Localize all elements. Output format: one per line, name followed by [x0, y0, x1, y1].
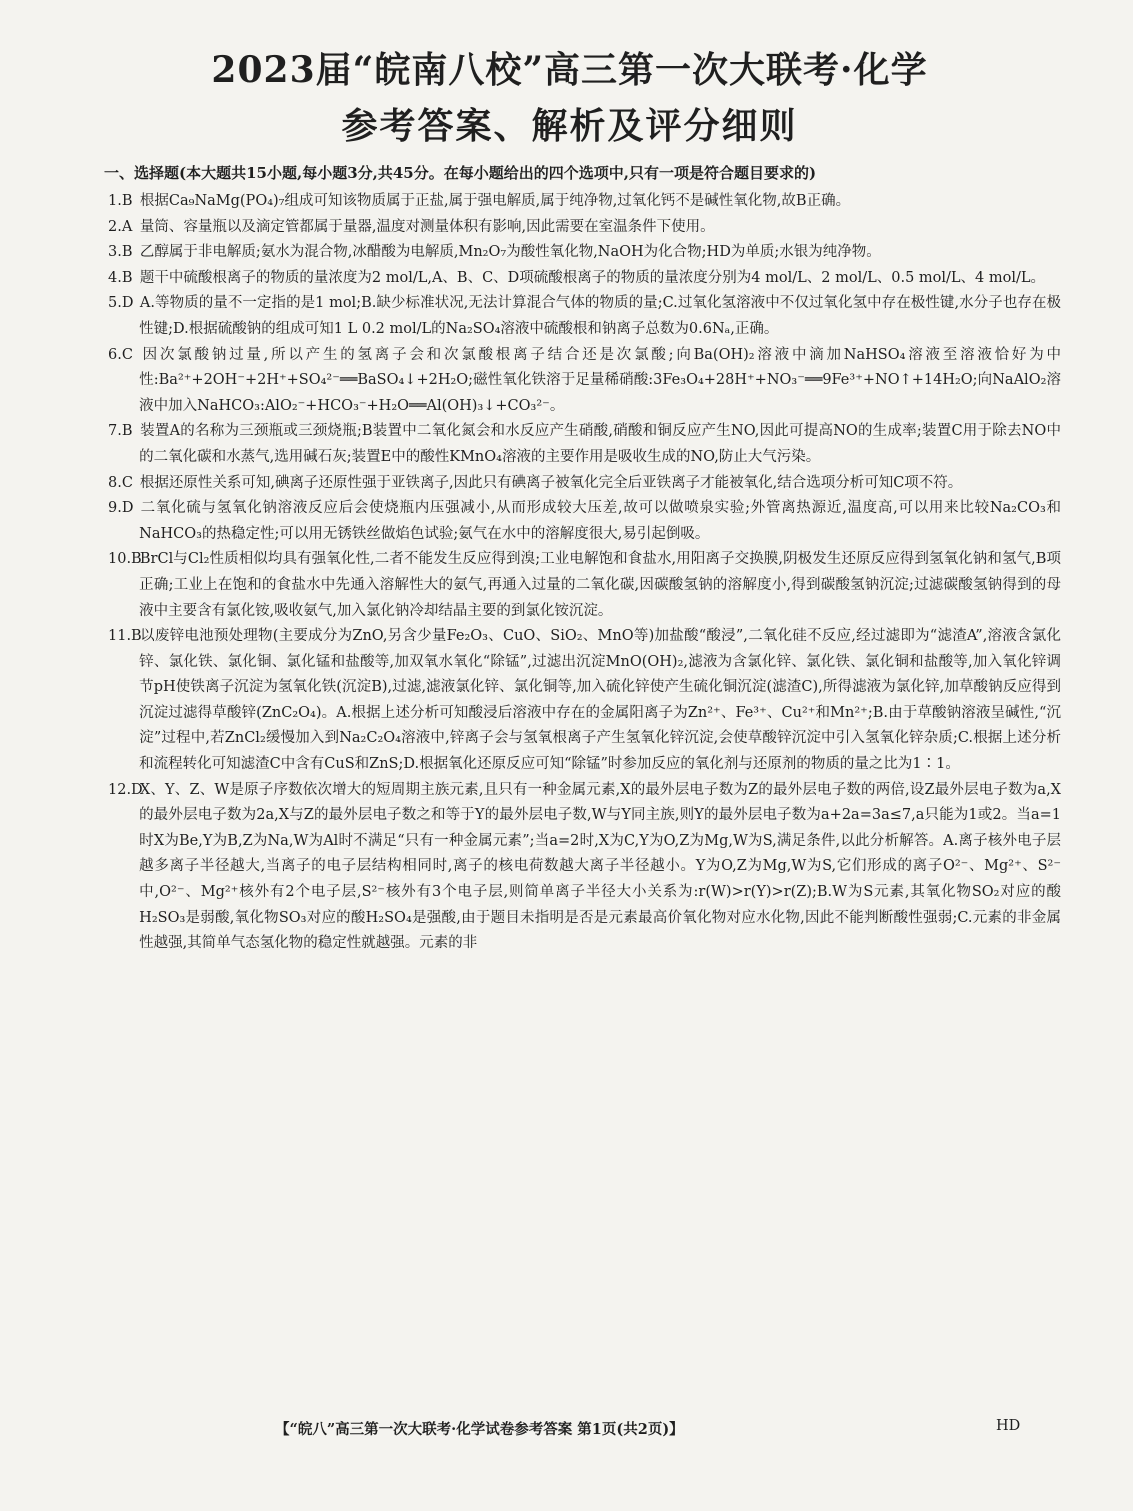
answer-text: BrCl与Cl₂性质相似均具有强氧化性,二者不能发生反应得到溴;工业电解饱和食盐水,用阳离子交换膜,阴极发生还原反应得到氢氧化钠和氢气,B项正确;工业上在饱和的食盐水中先通入溶解性大的氨气,再通入过量的二氧化碳,因碳酸氢钠的溶解度小,得到碳酸氢钠沉淀;过滤碳酸氢钠得到的母液中主要含有氯化铵,吸收氨气,加入氯化钠冷却结晶主要的到氯化铵沉淀。	[139, 551, 1061, 619]
answer-item-2	[108, 215, 1061, 241]
answer-text: 因次氯酸钠过量,所以产生的氢离子会和次氯酸根离子结合还是次氯酸;向Ba(OH)₂溶液中滴加NaHSO₄溶液至溶液恰好为中性:Ba²⁺+2OH⁻+2H⁺+SO₄²⁻══BaSO₄↓+2H₂O;磁性氧化铁溶于足量稀硝酸:3Fe₃O₄+28H⁺+NO₃⁻══9Fe³⁺+NO↑+14H₂O;向NaAlO₂溶液中加入NaHCO₃:AlO₂⁻+HCO₃⁻+H₂O══Al(OH)₃↓+CO₃²⁻。	[139, 346, 1061, 414]
page-subtitle: 参考答案、解析及评分细则	[341, 105, 798, 147]
answer-text: 题干中硫酸根离子的物质的量浓度为2 mol/L,A、B、C、D项硫酸根离子的物质的量浓度分别为4 mol/L、2 mol/L、0.5 mol/L、4 mol/L。	[139, 269, 1046, 286]
answer-number: 8.C	[108, 474, 133, 491]
answer-text: 根据Ca₉NaMg(PO₄)₇组成可知该物质属于正盐,属于强电解质,属于纯净物,过氧化钙不是碱性氧化物,故B正确。	[139, 193, 851, 209]
answer-item-1	[108, 189, 1061, 215]
answer-item-9	[108, 496, 1061, 547]
answer-item-4	[108, 266, 1061, 292]
answer-list	[108, 189, 1061, 957]
answer-number: 12.D	[108, 781, 143, 798]
answer-item-7	[108, 419, 1061, 470]
footer-label: 【“皖八”高三第一次大联考·化学试卷参考答案 第1页(共2页)】	[275, 1421, 684, 1438]
answer-text: A.等物质的量不一定指的是1 mol;B.缺少标准状况,无法计算混合气体的物质的量;C.过氧化氢溶液中不仅过氧化氢中存在极性键,水分子也存在极性键;D.根据硫酸钠的组成可知1 L 0.2 mol/L的Na₂SO₄溶液中硫酸根和钠离子总数为0.6Nₐ,正确。	[139, 295, 1061, 337]
answer-item-10	[108, 547, 1061, 624]
answer-text: 以废锌电池预处理物(主要成分为ZnO,另含少量Fe₂O₃、CuO、SiO₂、MnO等)加盐酸“酸浸”,二氧化硅不反应,经过滤即为“滤渣A”,溶液含氯化锌、氯化铁、氯化铜、氯化锰和盐酸等,加双氧水氧化“除锰”,过滤出沉淀MnO(OH)₂,滤液为含氯化锌、氯化铁、氯化铜和盐酸等,加入氧化锌调节pH使铁离子沉淀为氢氧化铁(沉淀B),过滤,滤液氯化锌、氯化铜等,加入硫化锌使产生硫化铜沉淀(滤渣C),所得滤液为氯化锌,加草酸钠反应得到沉淀过滤得草酸锌(ZnC₂O₄)。A.根据上述分析可知酸浸后溶液中存在的金属阳离子为Zn²⁺、Fe³⁺、Cu²⁺和Mn²⁺;B.由于草酸钠溶液呈碱性,“沉淀”过程中,若ZnCl₂缓慢加入到Na₂C₂O₄溶液中,锌离子会与氢氧根离子产生氢氧化锌沉淀,会使草酸锌沉淀中引入氢氧化锌杂质;C.根据上述分析和流程转化可知滤渣C中含有CuS和ZnS;D.根据氧化还原反应可知“除锰”时参加反应的氧化剂与还原剂的物质的量之比为1∶1。	[139, 628, 1061, 773]
answer-item-3	[108, 240, 1061, 266]
answer-text: 二氧化硫与氢氧化钠溶液反应后会使烧瓶内压强减小,从而形成较大压差,故可以做喷泉实验;外管离热源近,温度高,可以用来比较Na₂CO₃和NaHCO₃的热稳定性;可以用无锈铁丝做焰色试验;氨气在水中的溶解度很大,易引起倒吸。	[139, 500, 1061, 542]
answer-number: 3.B	[108, 244, 133, 261]
answer-item-12	[108, 778, 1061, 957]
answer-item-11	[108, 624, 1061, 778]
answer-number: 2.A	[108, 218, 133, 235]
section-heading: 一、选择题(本大题共15小题,每小题3分,共45分。在每小题给出的四个选项中,只有一项是符合题目要求的)	[104, 164, 817, 182]
answer-text: 乙醇属于非电解质;氨水为混合物,冰醋酸为电解质,Mn₂O₇为酸性氧化物,NaOH为化合物;HD为单质;水银为纯净物。	[139, 244, 881, 261]
page-title: 2023届“皖南八校”高三第一次大联考·化学	[211, 49, 928, 91]
answer-number: 9.D	[108, 500, 134, 517]
footer-code: HD	[996, 1418, 1021, 1434]
answer-text: 量筒、容量瓶以及滴定管都属于量器,温度对测量体积有影响,因此需要在室温条件下使用。	[139, 218, 715, 235]
answer-item-6	[108, 343, 1061, 420]
answer-text: X、Y、Z、W是原子序数依次增大的短周期主族元素,且只有一种金属元素,X的最外层电子数为Z的最外层电子数的两倍,设Z最外层电子数为a,X的最外层电子数为2a,X与Z的最外层电子数之和等于Y的最外层电子数,W与Y同主族,则Y的最外层电子数为a+2a=3a≤7,a只能为1或2。当a=1时X为Be,Y为B,Z为Na,W为Al时不满足“只有一种金属元素”;当a=2时,X为C,Y为O,Z为Mg,W为S,满足条件,以此分析解答。A.离子核外电子层越多离子半径越大,当离子的电子层结构相同时,离子的核电荷数越大离子半径越小。Y为O,Z为Mg,W为S,它们形成的离子O²⁻、Mg²⁺、S²⁻中,O²⁻、Mg²⁺核外有2个电子层,S²⁻核外有3个电子层,则简单离子半径大小关系为:r(W)>r(Y)>r(Z);B.W为S元素,其氧化物SO₂对应的酸H₂SO₃是弱酸,氧化物SO₃对应的酸H₂SO₄是强酸,由于题目未指明是否是元素最高价氧化物对应水化物,因此不能判断酸性强弱;C.元素的非金属性越强,其简单气态氢化物的稳定性就越强。元素的非	[139, 781, 1061, 952]
answer-text: 装置A的名称为三颈瓶或三颈烧瓶;B装置中二氧化氮会和水反应产生硝酸,硝酸和铜反应产生NO,因此可提高NO的生成率;装置C用于除去NO中的二氧化碳和水蒸气,选用碱石灰;装置E中的酸性KMnO₄溶液的主要作用是吸收生成的NO,防止大气污染。	[139, 423, 1061, 465]
answer-number: 1.B	[108, 193, 133, 209]
answer-item-5	[108, 291, 1061, 342]
answer-number: 7.B	[108, 423, 133, 440]
answer-number: 6.C	[108, 346, 133, 363]
answer-number: 10.B	[108, 551, 142, 568]
answer-number: 5.D	[108, 295, 134, 312]
answer-item-8	[108, 471, 1061, 497]
answer-number: 11.B	[108, 628, 142, 645]
answer-number: 4.B	[108, 269, 133, 286]
answer-text: 根据还原性关系可知,碘离子还原性强于亚铁离子,因此只有碘离子被氧化完全后亚铁离子才能被氧化,结合选项分析可知C项不符。	[139, 474, 963, 491]
